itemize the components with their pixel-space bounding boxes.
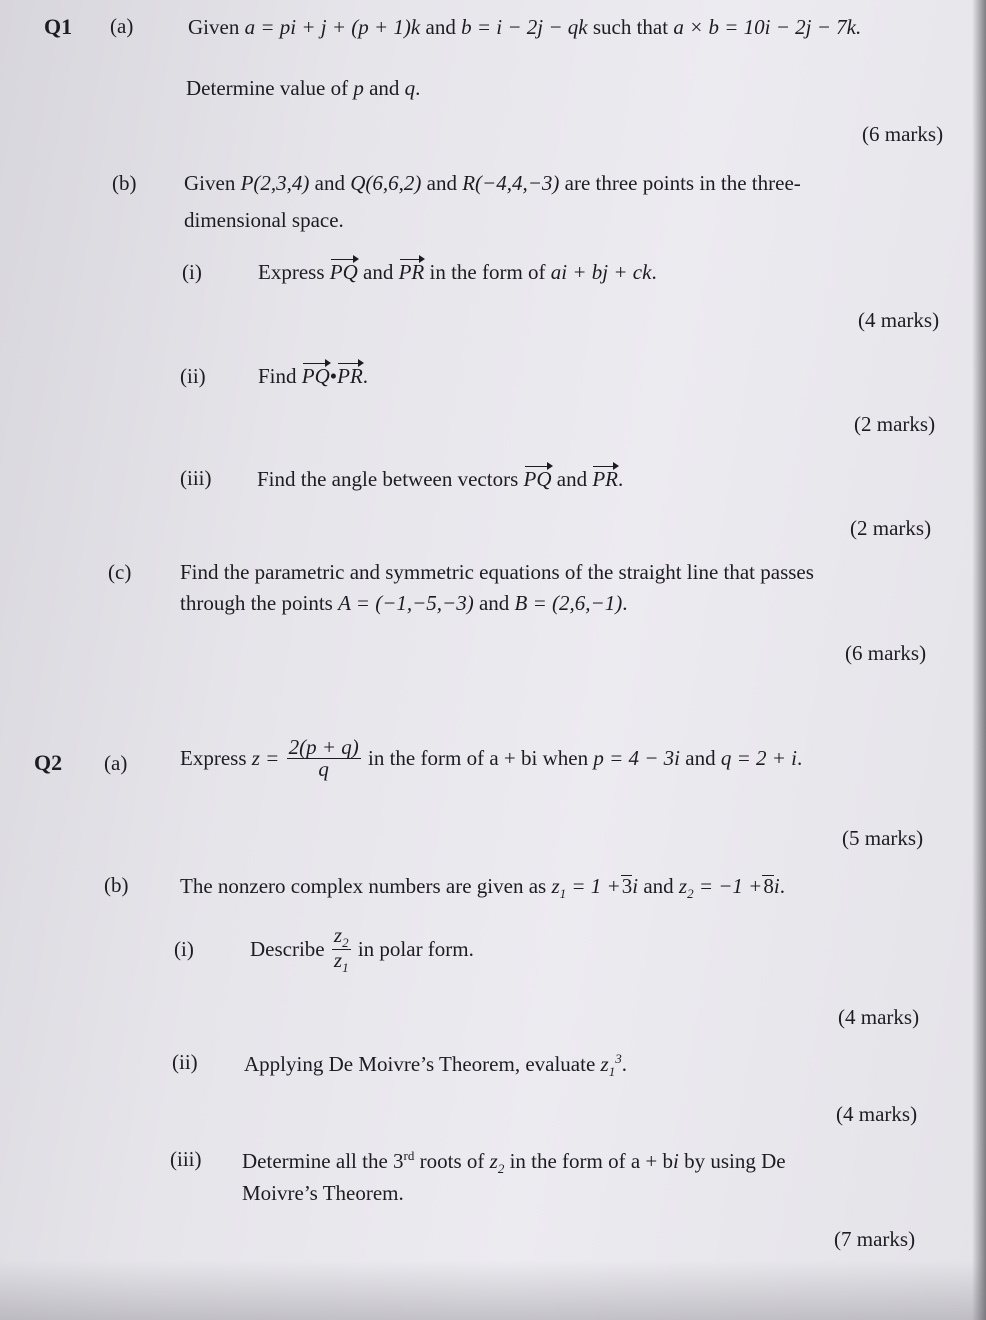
q1bi-marks: (4 marks) [858, 308, 940, 332]
q1a-text: Given a = pi + j + (p + 1)k and b = i − 2j − qk such that a × b = 10i − 2j − 7k. [188, 15, 862, 39]
q1biii-label: (iii) [180, 466, 212, 490]
q1b-text: Given P(2,3,4) and Q(6,6,2) and R(−4,4,−3) are three points in the three- [184, 171, 801, 195]
q2biii-label: (iii) [170, 1147, 202, 1171]
q2biii-text: Determine all the 3rd roots of $z_2$ in the form of a + bi by using De [242, 1148, 786, 1177]
vector-pr: PR [398, 260, 425, 284]
q1biii-text: Find the angle between vectors PQ and PR. [257, 467, 624, 491]
q1a-label: (a) [110, 14, 134, 38]
page-edge-shadow [972, 0, 986, 1320]
q1c-line2: through the points A = (−1,−5,−3) and B = (2,6,−1). [180, 591, 628, 615]
q1bii-marks: (2 marks) [854, 412, 936, 436]
q2-label: Q2 [34, 750, 63, 775]
q2a-text: Express z = $\frac{2(p + q)}{q}$ in the form of a + bi when p = 4 − 3i and q = 2 + i. [180, 735, 803, 781]
q1c-label: (c) [108, 560, 132, 584]
q1bii-label: (ii) [180, 364, 206, 388]
q1bii-text: Find PQ•PR. [258, 364, 369, 388]
q1b-text-line2: dimensional space. [184, 208, 344, 232]
q2b-label: (b) [104, 873, 129, 897]
q2b-text: The nonzero complex numbers are given as $z_1 = 1 +3i$ and $z_2 = -1 +8i$. [180, 874, 785, 902]
q1a-a-vector: a = pi + j + (p + 1)k [244, 15, 421, 39]
q2bii-label: (ii) [172, 1050, 198, 1074]
page-bottom-shadow [0, 1260, 986, 1320]
q2bi-fraction: $\frac{z_2}{z_1}$ [333, 923, 349, 976]
q1a-determine: Determine value of p and q. [186, 76, 421, 100]
q2bii-marks: (4 marks) [836, 1102, 918, 1126]
q2a-fraction: $\frac{2(p + q)}{q}$ [288, 735, 359, 781]
q1a-b-vector: b = i − 2j − qk [461, 15, 588, 39]
q1c-marks: (6 marks) [845, 641, 927, 665]
q2bi-marks: (4 marks) [838, 1005, 920, 1029]
q1-label: Q1 [44, 14, 73, 39]
q2a-label: (a) [104, 751, 128, 775]
q1c-line1: Find the parametric and symmetric equations of the straight line that passes [180, 560, 814, 584]
q1a-cross-product: a × b = 10i − 2j − 7k. [673, 15, 862, 39]
q2bi-label: (i) [174, 937, 194, 961]
q2biii-line2: Moivre’s Theorem. [242, 1181, 404, 1205]
q2bi-text: Describe $\frac{z_2}{z_1}$ in polar form. [250, 923, 474, 976]
q2bii-text: Applying De Moivre’s Theorem, evaluate $z_1^3$. [244, 1051, 627, 1080]
sqrt-8: 8 [763, 874, 774, 898]
q1biii-marks: (2 marks) [850, 516, 932, 540]
sqrt-3: 3 [621, 874, 633, 898]
q1bi-label: (i) [182, 260, 202, 284]
q1bi-text: Express PQ and PR in the form of ai + bj + ck. [258, 260, 657, 284]
q2biii-marks: (7 marks) [834, 1227, 916, 1251]
vector-pq: PQ [329, 260, 358, 284]
q1b-label: (b) [112, 171, 137, 195]
q2a-marks: (5 marks) [842, 826, 924, 850]
q1a-marks: (6 marks) [862, 122, 944, 146]
